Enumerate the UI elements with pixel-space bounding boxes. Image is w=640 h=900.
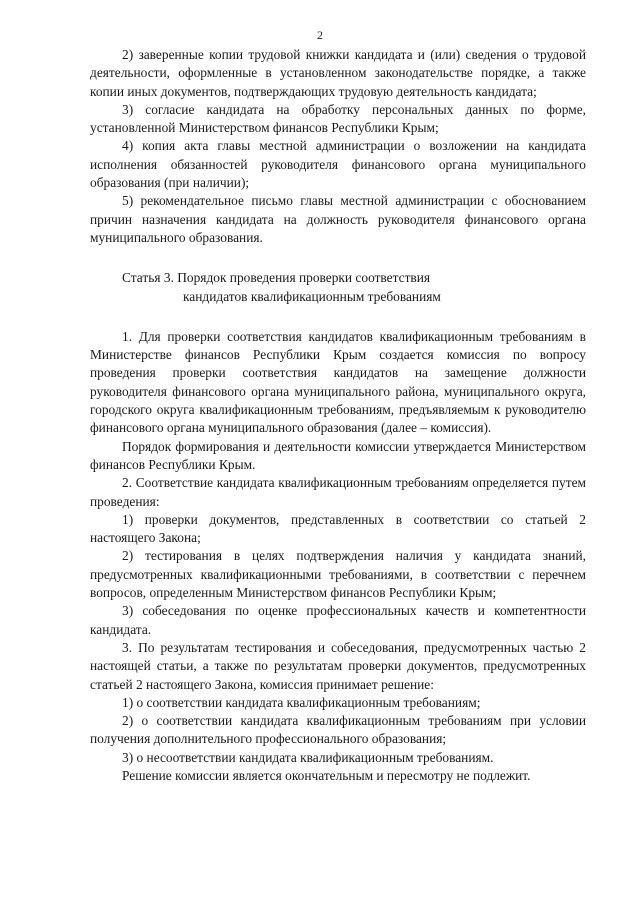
paragraph: Решение комиссии является окончательным и пересмотру не подлежит. <box>122 767 531 783</box>
paragraph: 3) собеседования по оценке профессиональных качеств и компетентности кандидата. <box>90 603 586 637</box>
page-number: 2 <box>317 28 323 42</box>
paragraph: 2. Соответствие кандидата квалификационным требованиям определяется путем проведения: <box>90 475 586 509</box>
paragraph: 4) копия акта главы местной администрации о возложении на кандидата исполнения обязанностей руководителя финансового органа муниципального образования (при наличии); <box>90 138 586 191</box>
paragraph: 5) рекомендательное письмо главы местной администрации с обоснованием причин назначения кандидата на должность руководителя финансового органа муниципального образования. <box>90 193 586 245</box>
paragraph: 2) тестирования в целях подтверждения наличия у кандидата знаний, предусмотренных квалификационными требованиями, в соответствии с перечнем вопросов, определенным Министерством финансов Республики Крым; <box>90 548 586 601</box>
paragraph: Порядок формирования и деятельности комиссии утверждается Министерством финансов Республики Крым. <box>90 438 586 472</box>
document-body <box>90 46 586 785</box>
article-heading <box>90 269 586 306</box>
article-heading-line-2: кандидатов квалификационным требованиям <box>183 288 441 304</box>
paragraph: 3) согласие кандидата на обработку персональных данных по форме, установленной Министерством финансов Республики Крым; <box>90 101 586 136</box>
paragraph: 1. Для проверки соответствия кандидатов квалификационным требованиям в Министерстве финансов Республики Крым создается комиссия по вопросу проведения проверки соответствия кандидатов на замещение должности руководителя финансового органа муниципального района, муниципального округа, городского округа квалификационным требованиям, предъявляемым к руководителю финансового органа муниципального образования (далее – комиссия). <box>90 328 586 436</box>
article-heading-line-1: Статья 3. Порядок проведения проверки соответствия <box>122 270 431 286</box>
paragraph: 1) о соответствии кандидата квалификационным требованиям; <box>122 694 481 710</box>
paragraph: 1) проверки документов, представленных в соответствии со статьей 2 настоящего Закона; <box>90 511 586 546</box>
paragraph: 2) заверенные копии трудовой книжки кандидата и (или) сведения о трудовой деятельности, оформленные в установленном законодательстве порядке, а также копии иных документов, подтверждающих трудовую деятельность кандидата; <box>90 47 586 99</box>
paragraph: 2) о соответствии кандидата квалификационным требованиям при условии получения дополнительного профессионального образования; <box>90 713 586 747</box>
paragraph: 3) о несоответствии кандидата квалификационным требованиям. <box>122 749 494 765</box>
paragraph: 3. По результатам тестирования и собеседования, предусмотренных частью 2 настоящей статьи, а также по результатам проверки документов, предусмотренных статьей 2 настоящего Закона, комиссия принимает решение: <box>90 639 586 692</box>
